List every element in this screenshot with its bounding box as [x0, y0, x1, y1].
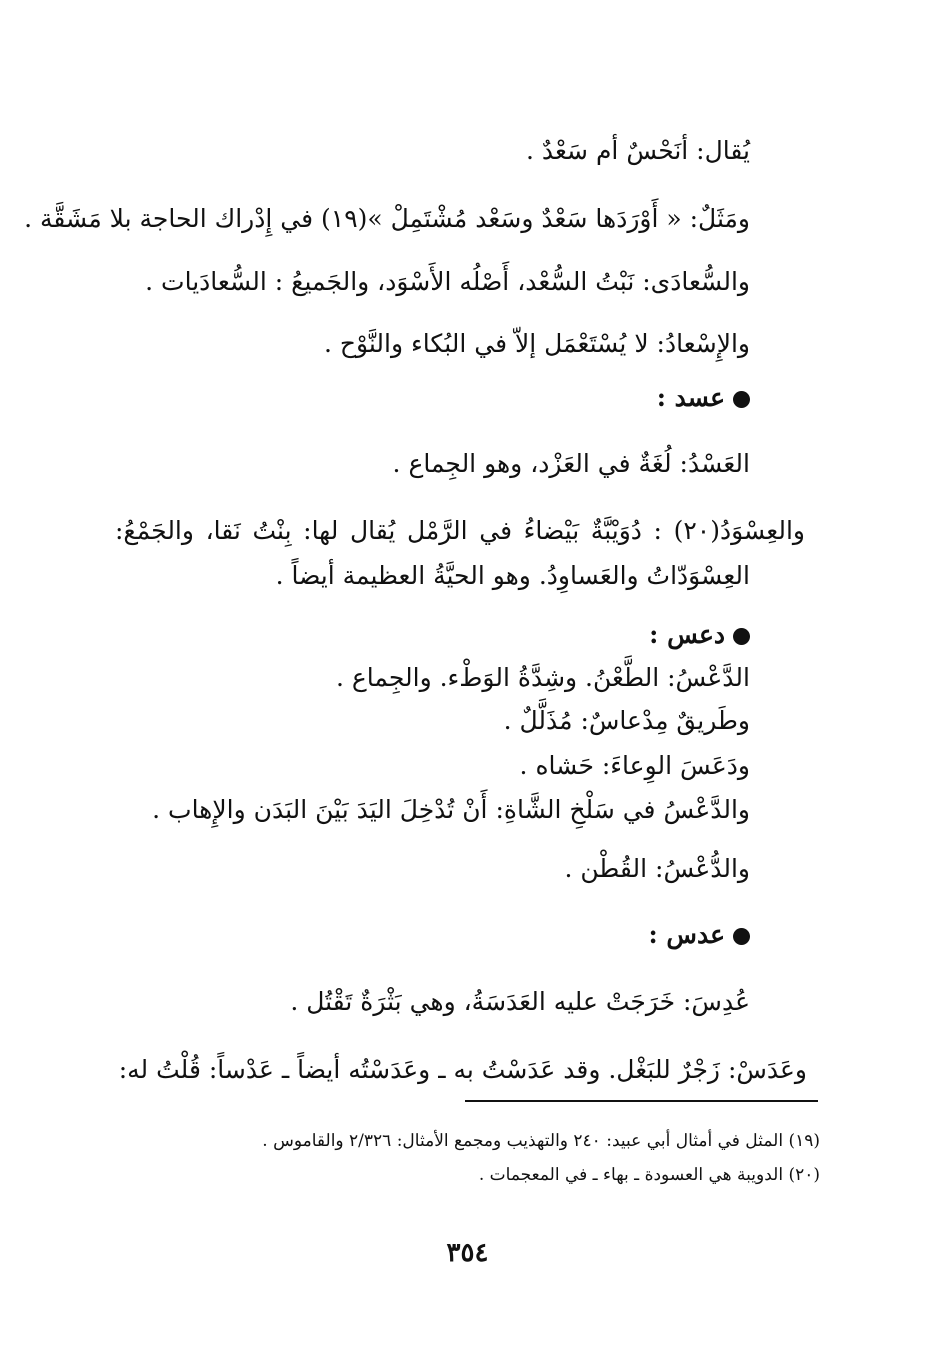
page-number: ٣٥٤ — [446, 1238, 489, 1268]
entry-line-7: والعِسْوَدُ(٢٠) : دُوَيْبَّةٌ بَيْضاءُ في الرَّمْل يُقال لها: بِنْتُ نَقا، والجَمْعُ: — [115, 516, 806, 545]
footnote-20: (٢٠) الدويبة هي العسودة ـ بهاء ـ في المعجمات . — [478, 1165, 820, 1185]
entry-line-6: العَسْدُ: لُغَةٌ في العَزْد، وهو الجِماع . — [392, 449, 750, 478]
bullet-icon — [733, 391, 750, 408]
entry-line-1: يُقال: أنَحْسٌ أم سَعْدٌ . — [525, 136, 750, 165]
entry-line-2: ومَثَلٌ: « أَوْرَدَها سَعْدٌ وسَعْد مُشْتَمِلْ »(١٩) في إِدْراك الحاجة بلا مَشَقَّة . — [24, 204, 750, 233]
entry-line-13: والدَّعْسُ في سَلْخِ الشَّاةِ: أَنْ تُدْخِلَ اليَدَ بَيْنَ البَدَن والإِهاب . — [152, 795, 750, 824]
entry-line-8: العِسْوَدّاتُ والعَساوِدُ. وهو الحيَّةُ العظيمة أيضاً . — [275, 561, 750, 590]
bullet-icon — [733, 628, 750, 645]
entry-line-4: والإِسْعادُ: لا يُسْتَعْمَل إلاّ في البُكاء والنَّوْح . — [323, 329, 750, 358]
entry-heading-asad — [657, 380, 750, 416]
entry-line-16: عُدِسَ: خَرَجَتْ عليه العَدَسَةُ، وهي بَثْرَةٌ تَقْتُل . — [290, 987, 750, 1016]
entry-line-12: ودَعَسَ الوِعاءَ: حَشاه . — [519, 751, 750, 780]
entry-line-17: وعَدَسْ: زَجْرٌ للبَغْل. وقد عَدَسْتُ به ـ وعَدَسْتُه أيضاً ـ عَدْساً: قُلْتُ له: — [118, 1055, 807, 1084]
heading-text: عسد : — [656, 383, 725, 412]
entry-line-10: الدَّعْسُ: الطَّعْنُ. وشِدَّةُ الوَطْء. والجِماع . — [336, 663, 750, 692]
bullet-icon — [733, 928, 750, 945]
entry-line-11: وطَريقٌ مِدْعاسٌ: مُذَلَّلٌ . — [503, 706, 750, 735]
heading-text: دعس : — [649, 620, 725, 649]
footnote-divider — [465, 1100, 818, 1102]
entry-heading-ads — [649, 917, 751, 953]
entry-line-3: والسُّعادَى: نَبْتُ السُّعْد، أَصْلُه الأَسْوَد، والجَميعُ : السُّعادَيات . — [145, 267, 750, 296]
entry-line-14: والدُّعْسُ: القُطْن . — [564, 854, 750, 883]
entry-heading-das — [649, 617, 750, 653]
heading-text: عدس : — [648, 920, 725, 949]
footnote-19: (١٩) المثل في أمثال أبي عبيد: ٢٤٠ والتهذيب ومجمع الأمثال: ٢/٣٢٦ والقاموس . — [262, 1131, 820, 1151]
